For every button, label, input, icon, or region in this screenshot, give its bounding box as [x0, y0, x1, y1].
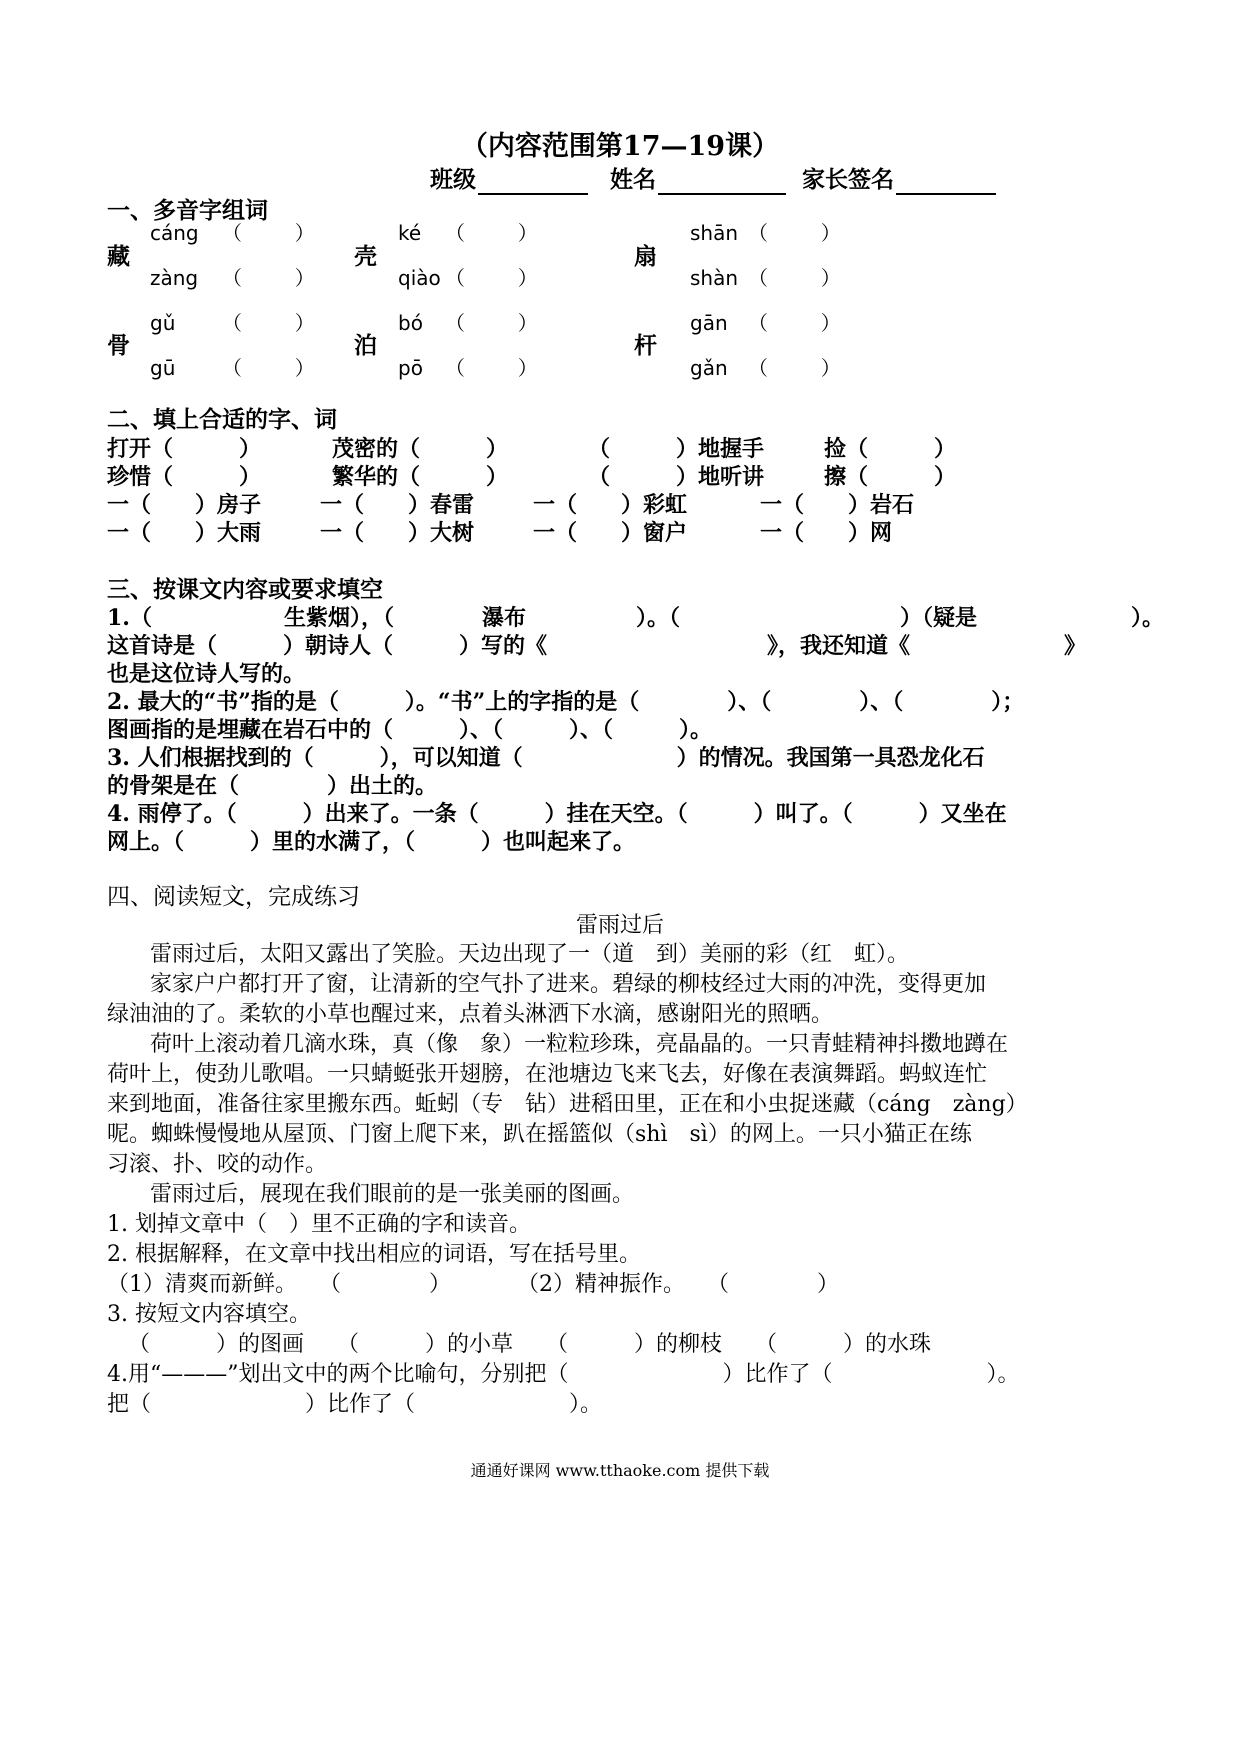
blank-gan1[interactable]: （ ） — [748, 311, 841, 335]
name-field — [610, 165, 786, 195]
fill-item[interactable]: （ ）地听讲 — [588, 464, 765, 490]
section4-heading: 四、阅读短文，完成练习 — [107, 884, 360, 910]
q3-line[interactable]: 3. 人们根据找到的（ ），可以知道（ ）的情况。我国第一具恐龙化石 — [107, 745, 985, 771]
fill-item[interactable]: 繁华的（ ） — [332, 464, 509, 490]
poly-char-bo: 泊 — [354, 332, 377, 359]
fill-item[interactable]: 珍惜（ ） — [107, 464, 262, 490]
q3-line[interactable]: 的骨架是在（ ）出土的。 — [107, 773, 438, 799]
q4-line[interactable]: 把（ ）比作了（ ）。 — [107, 1392, 603, 1417]
parent-sign-input-line[interactable] — [896, 169, 996, 195]
measure-word-item[interactable]: 一（ ）彩虹 — [533, 492, 688, 518]
footer-credit: 通通好课网 www.tthaoke.com 提供下载 — [470, 1461, 770, 1480]
poly-char-gu: 骨 — [107, 332, 130, 359]
q3-line[interactable]: 4. 雨停了。（ ）出来了。一条（ ）挂在天空。（ ）叫了。（ ）又坐在 — [107, 801, 1007, 827]
pinyin-qiao: qiào — [398, 266, 441, 290]
class-input-line[interactable] — [478, 169, 588, 195]
poly-char-gan: 杆 — [634, 332, 657, 359]
poly-char-cang: 藏 — [107, 243, 130, 270]
passage-line: 绿油油的了。柔软的小草也醒过来，点着头淋洒下水滴，感谢阳光的照晒。 — [107, 1002, 834, 1027]
blank-gu3[interactable]: （ ） — [222, 311, 315, 335]
passage-line: 家家户户都打开了窗，让清新的空气扑了进来。碧绿的柳枝经过大雨的冲洗，变得更加 — [150, 972, 987, 997]
measure-word-item[interactable]: 一（ ）岩石 — [760, 492, 915, 518]
q4-line: 3. 按短文内容填空。 — [107, 1302, 311, 1327]
measure-word-item[interactable]: 一（ ）大树 — [320, 520, 475, 546]
blank-cang[interactable]: （ ） — [222, 221, 315, 245]
pinyin-ke: ké — [398, 221, 422, 245]
q4-line: 2. 根据解释，在文章中找出相应的词语，写在括号里。 — [107, 1242, 641, 1267]
blank-shan4[interactable]: （ ） — [748, 266, 841, 290]
fill-item[interactable]: 茂密的（ ） — [332, 436, 509, 462]
parent-sign-field — [802, 165, 996, 195]
poly-char-shan: 扇 — [634, 243, 657, 270]
section3-heading: 三、按课文内容或要求填空 — [107, 576, 383, 603]
passage-line: 荷叶上，使劲儿歌唱。一只蜻蜓张开翅膀，在池塘边飞来飞去，好像在表演舞蹈。蚂蚁连忙 — [107, 1062, 988, 1087]
passage-line: 荷叶上滚动着几滴水珠，真（像 象）一粒粒珍珠，亮晶晶的。一只青蛙精神抖擞地蹲在 — [150, 1032, 1009, 1057]
pinyin-shan4: shàn — [690, 266, 739, 290]
measure-word-item[interactable]: 一（ ）网 — [760, 520, 893, 546]
fill-item[interactable]: 擦（ ） — [824, 464, 957, 490]
pinyin-gan1: gān — [690, 311, 728, 335]
poly-char-ke: 壳 — [354, 243, 377, 270]
name-label: 姓名 — [610, 166, 656, 193]
pinyin-po: pō — [398, 356, 423, 380]
pinyin-cang: cáng — [150, 221, 199, 245]
q3-line: 也是这位诗人写的。 — [107, 661, 306, 687]
page-title: （内容范围第17—19课） — [460, 131, 780, 162]
name-input-line[interactable] — [658, 169, 786, 195]
q4-line[interactable]: 4.用“———”划出文中的两个比喻句，分别把（ ）比作了（ ）。 — [107, 1362, 1020, 1387]
q4-line[interactable]: （1）清爽而新鲜。 （ ） （2）精神振作。 （ ） — [107, 1272, 839, 1297]
passage-line: 呢。蜘蛛慢慢地从屋顶、门窗上爬下来，趴在摇篮似（shì sì）的网上。一只小猫正在练 — [107, 1122, 972, 1147]
pinyin-shan1: shān — [690, 221, 739, 245]
pinyin-zang: zàng — [150, 266, 199, 290]
measure-word-item[interactable]: 一（ ）房子 — [107, 492, 262, 518]
measure-word-item[interactable]: 一（ ）大雨 — [107, 520, 262, 546]
blank-qiao[interactable]: （ ） — [445, 266, 538, 290]
blank-po[interactable]: （ ） — [445, 356, 538, 380]
passage-line: 雷雨过后，展现在我们眼前的是一张美丽的图画。 — [150, 1182, 635, 1207]
fill-item[interactable]: （ ）地握手 — [588, 436, 765, 462]
passage-title: 雷雨过后 — [575, 913, 664, 938]
section1-heading: 一、多音字组词 — [107, 197, 268, 224]
q3-line[interactable]: 2. 最大的“书”指的是（ ）。“书”上的字指的是（ ）、（ ）、（ ）； — [107, 689, 1025, 715]
pinyin-gu3: gǔ — [150, 311, 176, 335]
passage-line: 来到地面，准备往家里搬东西。蚯蚓（专 钻）进稻田里，正在和小虫捉迷藏（cáng zàng） — [107, 1092, 1028, 1117]
measure-word-item[interactable]: 一（ ）春雷 — [320, 492, 475, 518]
q3-line[interactable]: 网上。（ ）里的水满了，（ ）也叫起来了。 — [107, 829, 636, 855]
q3-line[interactable]: 图画指的是埋藏在岩石中的（ ）、（ ）、（ ）。 — [107, 717, 713, 743]
class-field — [430, 165, 588, 195]
blank-bo[interactable]: （ ） — [445, 311, 538, 335]
blank-zang[interactable]: （ ） — [222, 266, 315, 290]
q4-line[interactable]: （ ）的图画 （ ）的小草 （ ）的柳枝 （ ）的水珠 — [128, 1332, 932, 1357]
pinyin-bo: bó — [398, 311, 423, 335]
section2-heading: 二、填上合适的字、词 — [107, 406, 337, 433]
passage-line: 雷雨过后，太阳又露出了笑脸。天边出现了一（道 到）美丽的彩（红 虹）。 — [150, 942, 910, 967]
pinyin-gan3: gǎn — [690, 356, 728, 380]
fill-item[interactable]: 打开（ ） — [107, 436, 262, 462]
parent-sign-label: 家长签名 — [802, 166, 894, 193]
measure-word-item[interactable]: 一（ ）窗户 — [533, 520, 688, 546]
fill-item[interactable]: 捡（ ） — [824, 436, 957, 462]
blank-gan3[interactable]: （ ） — [748, 356, 841, 380]
q4-line: 1. 划掉文章中（ ）里不正确的字和读音。 — [107, 1212, 531, 1237]
blank-shan1[interactable]: （ ） — [748, 221, 841, 245]
blank-gu1[interactable]: （ ） — [222, 356, 315, 380]
q3-line[interactable]: 1.（ 生紫烟），（ 瀑布 ）。（ ）（疑是 ）。 — [107, 605, 1164, 631]
q3-line[interactable]: 这首诗是（ ）朝诗人（ ）写的《 》，我还知道《 》 — [107, 633, 1087, 659]
class-label: 班级 — [430, 166, 476, 193]
pinyin-gu1: gū — [150, 356, 176, 380]
passage-line: 习滚、扑、咬的动作。 — [107, 1152, 328, 1177]
blank-ke[interactable]: （ ） — [445, 221, 538, 245]
